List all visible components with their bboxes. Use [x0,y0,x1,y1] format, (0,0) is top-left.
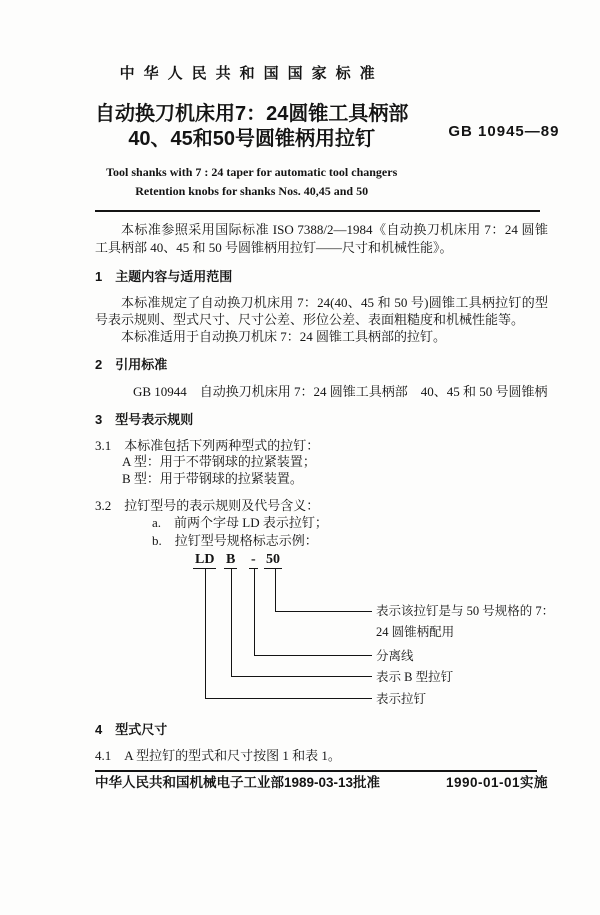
section1-paragraph2: 本标准适用于自动换刀机床 7：24 圆锥工具柄部的拉钉。 [121,329,447,344]
section3-heading: 3 型号表示规则 [95,412,194,427]
leader-line-horizontal-dash [254,655,372,656]
implementation-date: 1990-01-01实施 [445,775,548,790]
designation-diagram [95,552,555,710]
header-title-block [95,66,408,199]
leader-line-vertical-50 [275,569,276,611]
footer [95,774,548,792]
title-chinese-line2: 40、45和50号圆锥柄用拉钉 [128,128,376,150]
header [95,65,560,199]
national-standard-label: 中华人民共和国国家标准 [119,65,384,82]
clause-3-2: 3.2 拉钉型号的表示规则及代号含义： [95,498,320,513]
foreword-paragraph: 本标准参照采用国际标准 ISO 7388/2—1984《自动换刀机床用 7：24 圆锥工具柄部 40、45 和 50 号圆锥柄用拉钉——尺寸和机械性能》。 [95,222,548,255]
clause-3-1: 3.1 本标准包括下列两种型式的拉钉： [95,438,320,453]
leader-line-vertical-b [231,569,232,676]
section1-heading: 1 主题内容与适用范围 [95,269,233,284]
item-a: a. 前两个字母 LD 表示拉钉； [152,515,328,530]
code-part-ld: LD [195,552,215,567]
title-english-line2: Retention knobs for shanks Nos. 40,45 and 50 [135,184,369,198]
callout-type-b: 表示 B 型拉钉 [376,670,454,684]
code-part-b: B [226,552,236,567]
leader-line-horizontal-ld [205,698,372,699]
title-english-line1: Tool shanks with 7 : 24 taper for automatic tool changers [106,165,398,179]
type-a-item: A 型：用于不带钢球的拉紧装置； [122,454,316,469]
callout-size-50: 表示该拉钉是与 50 号规格的 7：24 圆锥柄配用 [376,604,555,639]
leader-line-vertical-dash [254,569,255,655]
standard-number: GB 10945—89 [448,123,560,140]
clause-4-1: 4.1 A 型拉钉的型式和尺寸按图 1 和表 1。 [95,748,341,763]
section1-paragraph1: 本标准规定了自动换刀机床用 7：24(40、45 和 50 号)圆锥工具柄拉钉的型号表示规则、型式尺寸、尺寸公差、形位公差、表面粗糙度和机械性能等。 [95,295,548,327]
type-b-item: B 型：用于带钢球的拉紧装置。 [122,470,303,486]
footer-divider-rule [95,770,537,772]
document-page [0,66,600,915]
code-part-dash: - [251,552,256,567]
callout-separator: 分离线 [376,649,414,663]
leader-line-horizontal-b [231,676,372,677]
leader-line-horizontal-50 [275,611,372,612]
item-b: b. 拉钉型号规格标志示例： [152,533,318,548]
callout-ld: 表示拉钉 [376,692,427,706]
section2-heading: 2 引用标准 [95,357,168,372]
section4-heading: 4 型式尺寸 [95,722,168,737]
approval-statement: 中华人民共和国机械电子工业部1989-03-13批准 [95,775,381,790]
leader-line-vertical-ld [205,569,206,698]
code-part-50: 50 [266,552,280,567]
section2-reference: GB 10944 自动换刀机床用 7：24 圆锥工具柄部 40、45 和 50 号圆锥柄 [133,384,548,399]
header-divider-rule [95,210,540,212]
title-chinese-line1: 自动换刀机床用7：24圆锥工具柄部 [95,103,409,125]
